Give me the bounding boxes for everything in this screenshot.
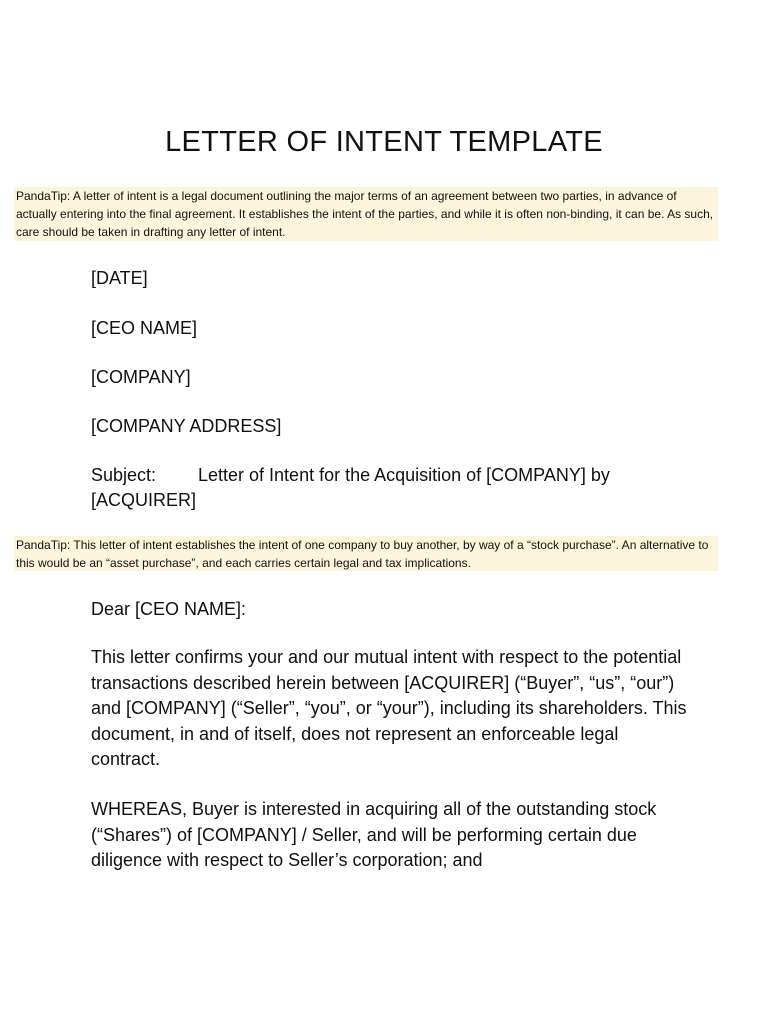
date-placeholder: [DATE] [91,268,148,288]
paragraph-intent: This letter confirms your and our mutual intent with respect to the potential transactions described herein between [ACQUIRER] (“Buyer”, “us”, “our”) and [COMPANY] (“Seller”, “you”, or “your”), including its shareholders. This document, in and of itself, does not represent an enforceable legal contract. [91,647,687,769]
paragraph-whereas: WHEREAS, Buyer is interested in acquiring all of the outstanding stock (“Shares”) of [COMPANY] / Seller, and will be performing certain due diligence with respect to Seller’s corporation; and [91,799,657,870]
pandatip-stock-purchase: PandaTip: This letter of intent establishes the intent of one company to buy another, by way of a “stock purchase”. An alternative to this would be an “asset purchase”, and each carries certain legal and tax implications. [14,536,718,571]
ceo-name-placeholder: [CEO NAME] [91,318,198,338]
greeting: Dear [CEO NAME]: [91,599,247,619]
company-address-placeholder: [COMPANY ADDRESS] [91,416,282,436]
document-title: LETTER OF INTENT TEMPLATE [165,126,603,158]
subject-text: Letter of Intent for the Acquisition of [COMPANY] by [ACQUIRER] [91,465,610,510]
subject-line [91,463,671,513]
company-placeholder: [COMPANY] [91,367,191,387]
pandatip-intro: PandaTip: A letter of intent is a legal document outlining the major terms of an agreement between two parties, in advance of actually entering into the final agreement. It establishes the intent of the parties, and while it is often non-binding, it can be. As such, care should be taken in drafting any letter of intent. [14,187,718,241]
subject-label: Subject: [91,465,157,485]
